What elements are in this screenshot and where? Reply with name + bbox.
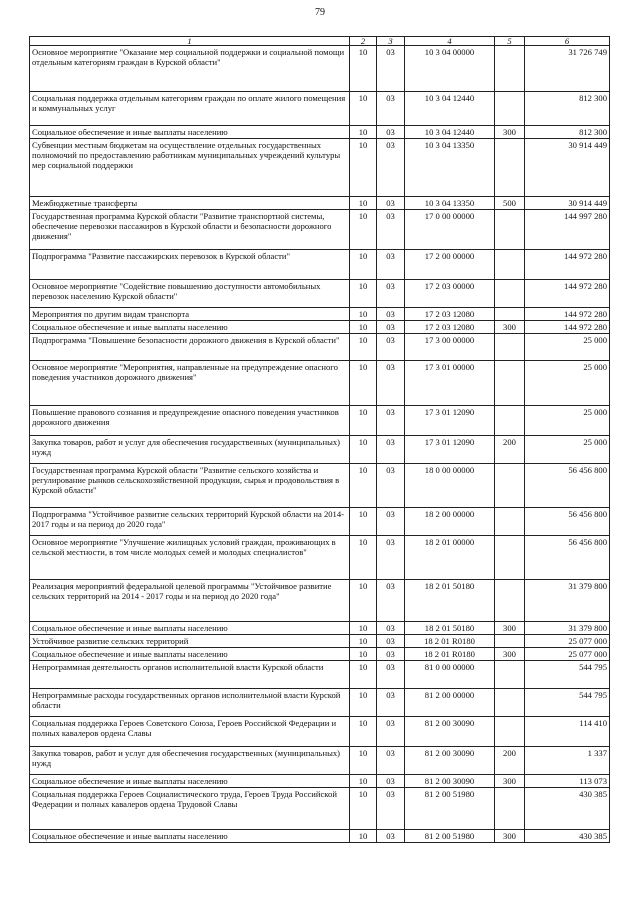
- cell-subsection: 03: [377, 661, 405, 689]
- cell-target-article: 17 2 00 00000: [405, 250, 495, 280]
- header-amount: 6: [525, 37, 610, 46]
- cell-target-article: 10 3 04 00000: [405, 46, 495, 92]
- cell-target-article: 18 2 00 00000: [405, 508, 495, 536]
- cell-target-article: 17 2 03 00000: [405, 280, 495, 308]
- cell-subsection: 03: [377, 622, 405, 635]
- cell-amount: 56 456 800: [525, 464, 610, 508]
- cell-subsection: 03: [377, 689, 405, 717]
- table-row: [30, 46, 610, 92]
- cell-target-article: 18 2 01 50180: [405, 580, 495, 622]
- cell-section: 10: [350, 321, 377, 334]
- cell-expense-type: [495, 210, 525, 250]
- table-row: [30, 321, 610, 334]
- cell-section: 10: [350, 508, 377, 536]
- cell-section: 10: [350, 139, 377, 197]
- cell-target-article: 18 2 01 R0180: [405, 648, 495, 661]
- cell-name: Подпрограмма "Развитие пассажирских перевозок в Курской области": [30, 250, 350, 280]
- cell-target-article: 17 0 00 00000: [405, 210, 495, 250]
- cell-name: Социальная поддержка Героев Социалистического труда, Героев Труда Российской Федерации и полных кавалеров ордена Трудовой Славы: [30, 788, 350, 830]
- cell-subsection: 03: [377, 436, 405, 464]
- cell-expense-type: [495, 46, 525, 92]
- cell-subsection: 03: [377, 197, 405, 210]
- cell-name: Закупка товаров, работ и услуг для обеспечения государственных (муниципальных) нужд: [30, 436, 350, 464]
- cell-target-article: 10 3 04 12440: [405, 126, 495, 139]
- cell-expense-type: [495, 580, 525, 622]
- cell-subsection: 03: [377, 536, 405, 580]
- cell-section: 10: [350, 46, 377, 92]
- cell-amount: 144 997 280: [525, 210, 610, 250]
- cell-amount: 56 456 800: [525, 508, 610, 536]
- budget-table: [29, 36, 610, 843]
- table-row: [30, 648, 610, 661]
- cell-section: 10: [350, 830, 377, 843]
- cell-target-article: 10 3 04 12440: [405, 92, 495, 126]
- table-row: [30, 661, 610, 689]
- cell-subsection: 03: [377, 210, 405, 250]
- cell-name: Государственная программа Курской области "Развитие сельского хозяйства и регулирование рынков сельскохозяйственной продукции, сырья и продовольствия в Курской области": [30, 464, 350, 508]
- cell-subsection: 03: [377, 280, 405, 308]
- cell-section: 10: [350, 648, 377, 661]
- cell-section: 10: [350, 580, 377, 622]
- cell-target-article: 17 3 01 00000: [405, 361, 495, 406]
- cell-section: 10: [350, 622, 377, 635]
- cell-name: Непрограммные расходы государственных органов исполнительной власти Курской области: [30, 689, 350, 717]
- cell-target-article: 81 2 00 30090: [405, 747, 495, 775]
- cell-name: Социальное обеспечение и иные выплаты населению: [30, 830, 350, 843]
- cell-expense-type: [495, 139, 525, 197]
- header-name: 1: [30, 37, 350, 46]
- cell-subsection: 03: [377, 635, 405, 648]
- cell-expense-type: 300: [495, 622, 525, 635]
- cell-section: 10: [350, 717, 377, 747]
- table-row: [30, 508, 610, 536]
- cell-section: 10: [350, 210, 377, 250]
- cell-target-article: 81 2 00 51980: [405, 788, 495, 830]
- cell-name: Субвенции местным бюджетам на осуществление отдельных государственных полномочий по предоставлению работникам муниципальных учреждений культуры мер социальной поддержки: [30, 139, 350, 197]
- cell-name: Социальное обеспечение и иные выплаты населению: [30, 126, 350, 139]
- cell-subsection: 03: [377, 830, 405, 843]
- cell-expense-type: 300: [495, 648, 525, 661]
- cell-section: 10: [350, 280, 377, 308]
- cell-section: 10: [350, 250, 377, 280]
- cell-amount: 144 972 280: [525, 308, 610, 321]
- cell-target-article: 10 3 04 13350: [405, 139, 495, 197]
- cell-expense-type: 300: [495, 775, 525, 788]
- cell-section: 10: [350, 775, 377, 788]
- cell-amount: 144 972 280: [525, 250, 610, 280]
- cell-target-article: 17 2 03 12080: [405, 321, 495, 334]
- cell-section: 10: [350, 464, 377, 508]
- cell-subsection: 03: [377, 46, 405, 92]
- cell-target-article: 17 3 00 00000: [405, 334, 495, 361]
- cell-subsection: 03: [377, 250, 405, 280]
- table-row: [30, 788, 610, 830]
- cell-subsection: 03: [377, 406, 405, 436]
- table-row: [30, 361, 610, 406]
- cell-expense-type: [495, 717, 525, 747]
- cell-subsection: 03: [377, 747, 405, 775]
- cell-name: Повышение правового сознания и предупреждение опасного поведения участников дорожного движения: [30, 406, 350, 436]
- table-row: [30, 280, 610, 308]
- cell-subsection: 03: [377, 648, 405, 661]
- table-row: [30, 197, 610, 210]
- cell-subsection: 03: [377, 334, 405, 361]
- cell-expense-type: [495, 661, 525, 689]
- header-target-article: 4: [405, 37, 495, 46]
- cell-name: Основное мероприятие "Мероприятия, направленные на предупреждение опасного поведения участников дорожного движения": [30, 361, 350, 406]
- cell-amount: 544 795: [525, 661, 610, 689]
- cell-amount: 430 385: [525, 830, 610, 843]
- cell-expense-type: 300: [495, 126, 525, 139]
- cell-amount: 114 410: [525, 717, 610, 747]
- cell-section: 10: [350, 126, 377, 139]
- cell-subsection: 03: [377, 508, 405, 536]
- cell-amount: 25 000: [525, 436, 610, 464]
- cell-target-article: 81 2 00 30090: [405, 775, 495, 788]
- cell-target-article: 81 2 00 51980: [405, 830, 495, 843]
- cell-section: 10: [350, 536, 377, 580]
- cell-name: Подпрограмма "Устойчивое развитие сельских территорий Курской области на 2014-2017 годы и на период до 2020 года": [30, 508, 350, 536]
- table-row: [30, 689, 610, 717]
- header-expense-type: 5: [495, 37, 525, 46]
- cell-section: 10: [350, 197, 377, 210]
- cell-name: Социальная поддержка Героев Советского Союза, Героев Российской Федерации и полных кавалеров ордена Славы: [30, 717, 350, 747]
- cell-name: Устойчивое развитие сельских территорий: [30, 635, 350, 648]
- cell-amount: 25 077 000: [525, 635, 610, 648]
- cell-name: Государственная программа Курской области "Развитие транспортной системы, обеспечение перевозки пассажиров в Курской области и безопасности дорожного движения": [30, 210, 350, 250]
- cell-amount: 31 379 800: [525, 622, 610, 635]
- cell-target-article: 18 0 00 00000: [405, 464, 495, 508]
- cell-section: 10: [350, 92, 377, 126]
- table-row: [30, 139, 610, 197]
- table-row: [30, 334, 610, 361]
- table-row: [30, 92, 610, 126]
- cell-expense-type: [495, 92, 525, 126]
- cell-expense-type: [495, 508, 525, 536]
- cell-name: Мероприятия по другим видам транспорта: [30, 308, 350, 321]
- table-row: [30, 308, 610, 321]
- cell-target-article: 17 3 01 12090: [405, 406, 495, 436]
- cell-amount: 25 000: [525, 334, 610, 361]
- cell-subsection: 03: [377, 361, 405, 406]
- cell-expense-type: [495, 308, 525, 321]
- cell-section: 10: [350, 661, 377, 689]
- header-subsection: 3: [377, 37, 405, 46]
- table-row: [30, 830, 610, 843]
- cell-subsection: 03: [377, 308, 405, 321]
- cell-amount: 30 914 449: [525, 139, 610, 197]
- cell-name: Социальная поддержка отдельным категориям граждан по оплате жилого помещения и коммунальных услуг: [30, 92, 350, 126]
- table-row: [30, 536, 610, 580]
- cell-name: Основное мероприятие "Содействие повышению доступности автомобильных перевозок населению Курской области": [30, 280, 350, 308]
- cell-amount: 25 000: [525, 406, 610, 436]
- cell-section: 10: [350, 334, 377, 361]
- cell-section: 10: [350, 361, 377, 406]
- table-body: [30, 46, 610, 843]
- cell-subsection: 03: [377, 775, 405, 788]
- cell-target-article: 81 0 00 00000: [405, 661, 495, 689]
- table-row: [30, 775, 610, 788]
- cell-section: 10: [350, 308, 377, 321]
- cell-target-article: 18 2 01 R0180: [405, 635, 495, 648]
- cell-subsection: 03: [377, 321, 405, 334]
- cell-expense-type: [495, 280, 525, 308]
- table-row: [30, 622, 610, 635]
- cell-amount: 544 795: [525, 689, 610, 717]
- cell-amount: 30 914 449: [525, 197, 610, 210]
- cell-amount: 31 379 800: [525, 580, 610, 622]
- cell-name: Социальное обеспечение и иные выплаты населению: [30, 321, 350, 334]
- cell-section: 10: [350, 788, 377, 830]
- table-row: [30, 406, 610, 436]
- cell-section: 10: [350, 689, 377, 717]
- table-row: [30, 250, 610, 280]
- cell-expense-type: [495, 536, 525, 580]
- cell-amount: 1 337: [525, 747, 610, 775]
- cell-name: Основное мероприятие "Оказание мер социальной поддержки и социальной помощи отдельным категориям граждан в Курской области": [30, 46, 350, 92]
- table-header-row: [30, 37, 610, 46]
- cell-expense-type: [495, 689, 525, 717]
- table-row: [30, 747, 610, 775]
- cell-section: 10: [350, 635, 377, 648]
- cell-expense-type: [495, 635, 525, 648]
- cell-name: Социальное обеспечение и иные выплаты населению: [30, 648, 350, 661]
- cell-name: Закупка товаров, работ и услуг для обеспечения государственных (муниципальных) нужд: [30, 747, 350, 775]
- cell-expense-type: 500: [495, 197, 525, 210]
- cell-amount: 31 726 749: [525, 46, 610, 92]
- cell-expense-type: 200: [495, 436, 525, 464]
- cell-section: 10: [350, 406, 377, 436]
- cell-amount: 25 077 000: [525, 648, 610, 661]
- cell-amount: 144 972 280: [525, 321, 610, 334]
- cell-expense-type: 200: [495, 747, 525, 775]
- header-section: 2: [350, 37, 377, 46]
- cell-expense-type: [495, 250, 525, 280]
- table-row: [30, 436, 610, 464]
- cell-subsection: 03: [377, 717, 405, 747]
- cell-name: Межбюджетные трансферты: [30, 197, 350, 210]
- table-row: [30, 464, 610, 508]
- cell-target-article: 81 2 00 30090: [405, 717, 495, 747]
- cell-target-article: 81 2 00 00000: [405, 689, 495, 717]
- table-row: [30, 580, 610, 622]
- cell-target-article: 10 3 04 13350: [405, 197, 495, 210]
- cell-name: Реализация мероприятий федеральной целевой программы "Устойчивое развитие сельских территорий на 2014 - 2017 годы и на период до 2020 года": [30, 580, 350, 622]
- cell-subsection: 03: [377, 580, 405, 622]
- cell-expense-type: [495, 361, 525, 406]
- cell-amount: 812 300: [525, 92, 610, 126]
- cell-name: Социальное обеспечение и иные выплаты населению: [30, 775, 350, 788]
- table-row: [30, 717, 610, 747]
- cell-expense-type: [495, 406, 525, 436]
- cell-name: Непрограммная деятельность органов исполнительной власти Курской области: [30, 661, 350, 689]
- cell-target-article: 18 2 01 00000: [405, 536, 495, 580]
- cell-amount: 430 385: [525, 788, 610, 830]
- cell-amount: 25 000: [525, 361, 610, 406]
- cell-amount: 56 456 800: [525, 536, 610, 580]
- cell-subsection: 03: [377, 788, 405, 830]
- cell-subsection: 03: [377, 139, 405, 197]
- cell-amount: 113 073: [525, 775, 610, 788]
- cell-name: Основное мероприятие "Улучшение жилищных условий граждан, проживающих в сельской местности, в том числе молодых семей и молодых специалистов": [30, 536, 350, 580]
- cell-subsection: 03: [377, 126, 405, 139]
- cell-target-article: 18 2 01 50180: [405, 622, 495, 635]
- cell-section: 10: [350, 436, 377, 464]
- cell-subsection: 03: [377, 92, 405, 126]
- cell-expense-type: [495, 464, 525, 508]
- table-row: [30, 210, 610, 250]
- cell-name: Социальное обеспечение и иные выплаты населению: [30, 622, 350, 635]
- cell-expense-type: [495, 334, 525, 361]
- cell-target-article: 17 3 01 12090: [405, 436, 495, 464]
- table-row: [30, 126, 610, 139]
- cell-expense-type: 300: [495, 321, 525, 334]
- page-number: 79: [315, 7, 325, 18]
- cell-section: 10: [350, 747, 377, 775]
- cell-subsection: 03: [377, 464, 405, 508]
- cell-name: Подпрограмма "Повышение безопасности дорожного движения в Курской области": [30, 334, 350, 361]
- cell-expense-type: 300: [495, 830, 525, 843]
- table-row: [30, 635, 610, 648]
- cell-amount: 144 972 280: [525, 280, 610, 308]
- cell-target-article: 17 2 03 12080: [405, 308, 495, 321]
- cell-amount: 812 300: [525, 126, 610, 139]
- cell-expense-type: [495, 788, 525, 830]
